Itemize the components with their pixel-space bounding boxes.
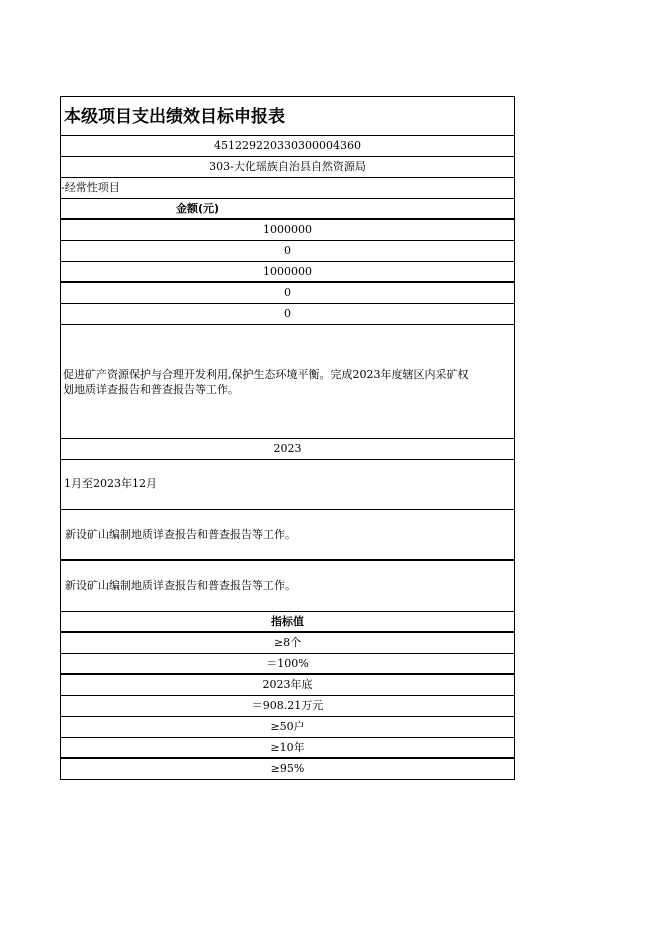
year-cell: 2023	[60, 439, 515, 460]
period-cell: 1月至2023年12月	[60, 460, 515, 510]
indicator-value-cell: ＝908.21万元	[60, 696, 515, 717]
project-type-text: 经常性项目	[64, 181, 120, 194]
overall-goal-cell	[60, 325, 515, 439]
indicator-value-cell: 2023年底	[60, 675, 515, 696]
performance-target-form	[60, 96, 515, 780]
phase-goal-cell: 新设矿山编制地质详查报告和普查报告等工作。	[60, 510, 515, 561]
project-code-cell: 451229220330300004360	[60, 136, 515, 157]
form-title: 本级项目支出绩效目标申报表	[60, 96, 515, 136]
amount-cell: 0	[60, 283, 515, 304]
indicator-value-cell: ＝100%	[60, 654, 515, 675]
indicator-value-cell: ≥8个	[60, 633, 515, 654]
indicator-value-cell: ≥50户	[60, 717, 515, 738]
department-cell: 303-大化瑶族自治县自然资源局	[60, 157, 515, 178]
amount-cell: 1000000	[60, 262, 515, 283]
amount-header: 金额(元)	[60, 199, 515, 220]
overall-goal-text: 促进矿产资源保护与合理开发利用,保护生态环境平衡。完成2023年度辖区内采矿权 划地质详查报告和普查报告等工作。	[63, 368, 469, 396]
phase-goal-cell: 新设矿山编制地质详查报告和普查报告等工作。	[60, 561, 515, 612]
indicator-value-cell: ≥10年	[60, 738, 515, 759]
indicator-header: 指标值	[60, 612, 515, 633]
indicator-value-cell: ≥95%	[60, 759, 515, 780]
project-type-cell: -经常性项目	[60, 178, 515, 199]
amount-cell: 0	[60, 241, 515, 262]
amount-cell: 1000000	[60, 220, 515, 241]
amount-cell: 0	[60, 304, 515, 325]
